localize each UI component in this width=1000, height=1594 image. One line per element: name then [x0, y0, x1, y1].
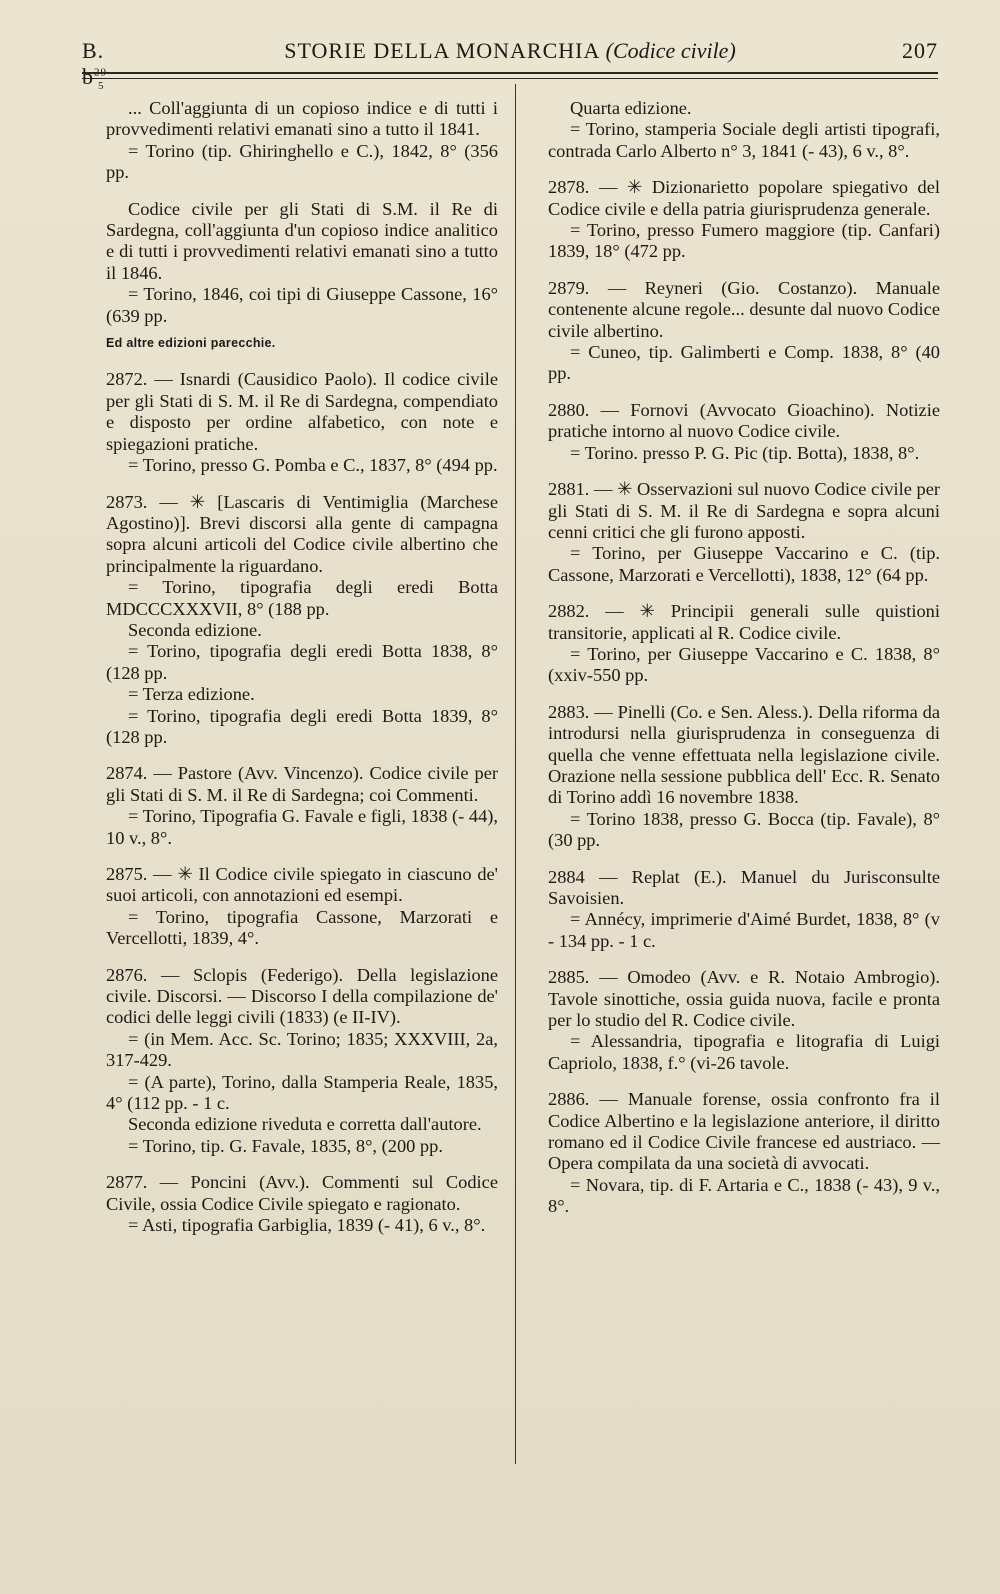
bibliography-entry	[106, 864, 498, 950]
bibliography-entry	[548, 1089, 940, 1217]
imprint-text: = Annécy, imprimerie d'Aimé Burdet, 1838, 8° (v - 134 pp. - 1 c.	[548, 909, 940, 951]
bibliography-entry	[106, 98, 498, 184]
edition-text: = Terza edizione.	[128, 684, 255, 705]
bibliography-entry	[548, 98, 940, 162]
column-divider	[515, 84, 516, 1464]
entry-text: ... Coll'aggiunta di un copioso indice e di tutti i provvedimenti relativi emanati sino a tutto il 1841.	[106, 98, 498, 140]
imprint-text: = Torino, per Giuseppe Vaccarino e C. (tip. Cassone, Marzorati e Vercellotti), 1838, 12° (64 pp.	[548, 543, 940, 585]
imprint-text: = Asti, tipografia Garbiglia, 1839 (- 41), 6 v., 8°.	[128, 1215, 486, 1236]
signature-mark: B. $b^{29}_5$	[82, 38, 107, 93]
bibliography-entry	[106, 1172, 498, 1236]
imprint-text: = Torino. presso P. G. Pic (tip. Botta), 1838, 8°.	[570, 442, 920, 463]
imprint-text: = Torino, tipografia degli eredi Botta 1838, 8° (128 pp.	[106, 641, 498, 683]
entry-text: 2877. — Poncini (Avv.). Commenti sul Codice Civile, ossia Codice Civile spiegato e ragionato.	[106, 1172, 498, 1214]
bibliography-entry	[106, 199, 498, 355]
imprint-text: = (in Mem. Acc. Sc. Torino; 1835; XXXVIII, 2a, 317-429.	[106, 1028, 498, 1071]
bibliography-entry	[106, 369, 498, 476]
page-number: 207	[902, 38, 938, 63]
entry-text: 2875. — ✳ Il Codice civile spiegato in ciascuno de' suoi articoli, con annotazioni ed esempi.	[106, 864, 498, 906]
entry-text: 2876. — Sclopis (Federigo). Della legislazione civile. Discorsi. — Discorso I della compilazione de' codici delle leggi civili (1833) (e II-IV).	[106, 964, 498, 1028]
imprint-text: = Torino, stamperia Sociale degli artisti tipografi, contrada Carlo Alberto n° 3, 1841 (- 43), 6 v., 8°.	[548, 119, 940, 161]
entry-text: 2883. — Pinelli (Co. e Sen. Aless.). Della riforma da introdursi nella giurisprudenza in conseguenza di quella che venne effettuata nella legislazione civile. Orazione nella sessione pubblica dell' Ecc. R. Senato di Torino addì 16 novembre 1838.	[548, 701, 940, 808]
entry-text: 2884 — Replat (E.). Manuel du Jurisconsulte Savoisien.	[548, 866, 940, 908]
bibliography-entry	[106, 763, 498, 849]
bibliography-entry	[548, 479, 940, 586]
header-rule-thin	[82, 78, 938, 79]
imprint-text: = Torino (tip. Ghiringhello e C.), 1842, 8° (356 pp.	[106, 140, 498, 183]
imprint-text: = Torino, Tipografia G. Favale e figli, 1838 (- 44), 10 v., 8°.	[106, 806, 498, 848]
entry-text: 2874. — Pastore (Avv. Vincenzo). Codice civile per gli Stati di S. M. il Re di Sardegna; coi Commenti.	[106, 763, 498, 805]
imprint-text: = Torino, tip. G. Favale, 1835, 8°, (200 pp.	[128, 1135, 443, 1156]
entry-text: 2881. — ✳ Osservazioni sul nuovo Codice civile per gli Stati di S. M. il Re di Sardegna e sopra alcuni cenni critici che gli furono apposti.	[548, 479, 940, 542]
imprint-text: = Torino, presso Fumero maggiore (tip. Canfari) 1839, 18° (472 pp.	[548, 220, 940, 262]
running-header	[82, 36, 938, 93]
entry-text: 2885. — Omodeo (Avv. e R. Notaio Ambrogio). Tavole sinottiche, ossia guida nuova, facile e pronta per lo studio del R. Codice civile.	[548, 967, 940, 1031]
bibliography-entry	[548, 400, 940, 464]
entry-text: Codice civile per gli Stati di S.M. il Re di Sardegna, coll'aggiunta d'un copioso indice analitico e di tutti i provvedimenti relativi emanati sino a tutto il 1846.	[106, 198, 498, 283]
bibliography-entry	[548, 177, 940, 263]
imprint-text: = Torino, tipografia degli eredi Botta MDCCCXXXVII, 8° (188 pp.	[106, 577, 498, 619]
entry-text: 2886. — Manuale forense, ossia confronto fra il Codice Albertino e la legislazione anteriore, il diritto romano ed il Codice Civile francese ed austriaco. — Opera compilata da una società di avvocati.	[548, 1089, 940, 1174]
bibliography-entry	[548, 278, 940, 385]
bibliography-entry	[548, 867, 940, 953]
bibliography-entry	[548, 702, 940, 852]
bibliography-entry	[106, 965, 498, 1158]
entry-text: 2872. — Isnardi (Causidico Paolo). Il codice civile per gli Stati di S. M. il Re di Sardegna, compendiato e disposto per ordine alfabetico, con note e spiegazioni pratiche.	[106, 369, 498, 454]
imprint-text: = Torino, tipografia degli eredi Botta 1839, 8° (128 pp.	[106, 705, 498, 747]
entry-text: 2879. — Reyneri (Gio. Costanzo). Manuale contenente alcune regole... desunte dal nuovo Codice civile albertino.	[548, 277, 940, 341]
imprint-text: = Torino, 1846, coi tipi di Giuseppe Cassone, 16° (639 pp.	[106, 284, 498, 326]
bibliography-entry	[548, 967, 940, 1074]
page-title: STORIE DELLA MONARCHIA (Codice civile)	[284, 38, 736, 63]
imprint-text: = Torino, presso G. Pomba e C., 1837, 8° (494 pp.	[128, 455, 498, 476]
edition-text: Quarta edizione.	[570, 98, 692, 118]
left-column	[106, 98, 498, 1252]
imprint-text: = Torino, per Giuseppe Vaccarino e C. 1838, 8° (xxiv-550 pp.	[548, 643, 940, 686]
header-rule	[82, 72, 938, 74]
imprint-text: = Torino 1838, presso G. Bocca (tip. Favale), 8° (30 pp.	[548, 808, 940, 851]
imprint-text: = Torino, tipografia Cassone, Marzorati e Vercellotti, 1839, 4°.	[106, 906, 498, 949]
imprint-text: = Cuneo, tip. Galimberti e Comp. 1838, 8° (40 pp.	[548, 342, 940, 384]
imprint-text: = Alessandria, tipografia e litografia di Luigi Capriolo, 1838, f.° (vi-26 tavole.	[548, 1031, 940, 1073]
bibliography-entry	[106, 492, 498, 749]
entry-text: 2873. — ✳ [Lascaris di Ventimiglia (Marchese Agostino)]. Brevi discorsi alla gente di campagna sopra alcuni articoli del Codice civile albertino che principalmente la riguardano.	[106, 491, 498, 576]
right-column	[548, 98, 940, 1233]
edition-text: Seconda edizione.	[128, 619, 262, 640]
imprint-text: = Novara, tip. di F. Artaria e C., 1838 (- 43), 9 v., 8°.	[548, 1174, 940, 1217]
bibliography-entry	[548, 601, 940, 687]
entry-text: 2878. — ✳ Dizionarietto popolare spiegativo del Codice civile e della patria giurisprudenza generale.	[548, 177, 940, 219]
edition-text: Seconda edizione riveduta e corretta dall'autore.	[128, 1114, 482, 1135]
entry-text: 2882. — ✳ Principii generali sulle quistioni transitorie, applicati al R. Codice civile.	[548, 601, 940, 643]
entry-text: 2880. — Fornovi (Avvocato Gioachino). Notizie pratiche intorno al nuovo Codice civile.	[548, 399, 940, 442]
imprint-text: = (A parte), Torino, dalla Stamperia Reale, 1835, 4° (112 pp. - 1 c.	[106, 1071, 498, 1114]
edition-note: Ed altre edizioni parecchie.	[106, 336, 276, 351]
